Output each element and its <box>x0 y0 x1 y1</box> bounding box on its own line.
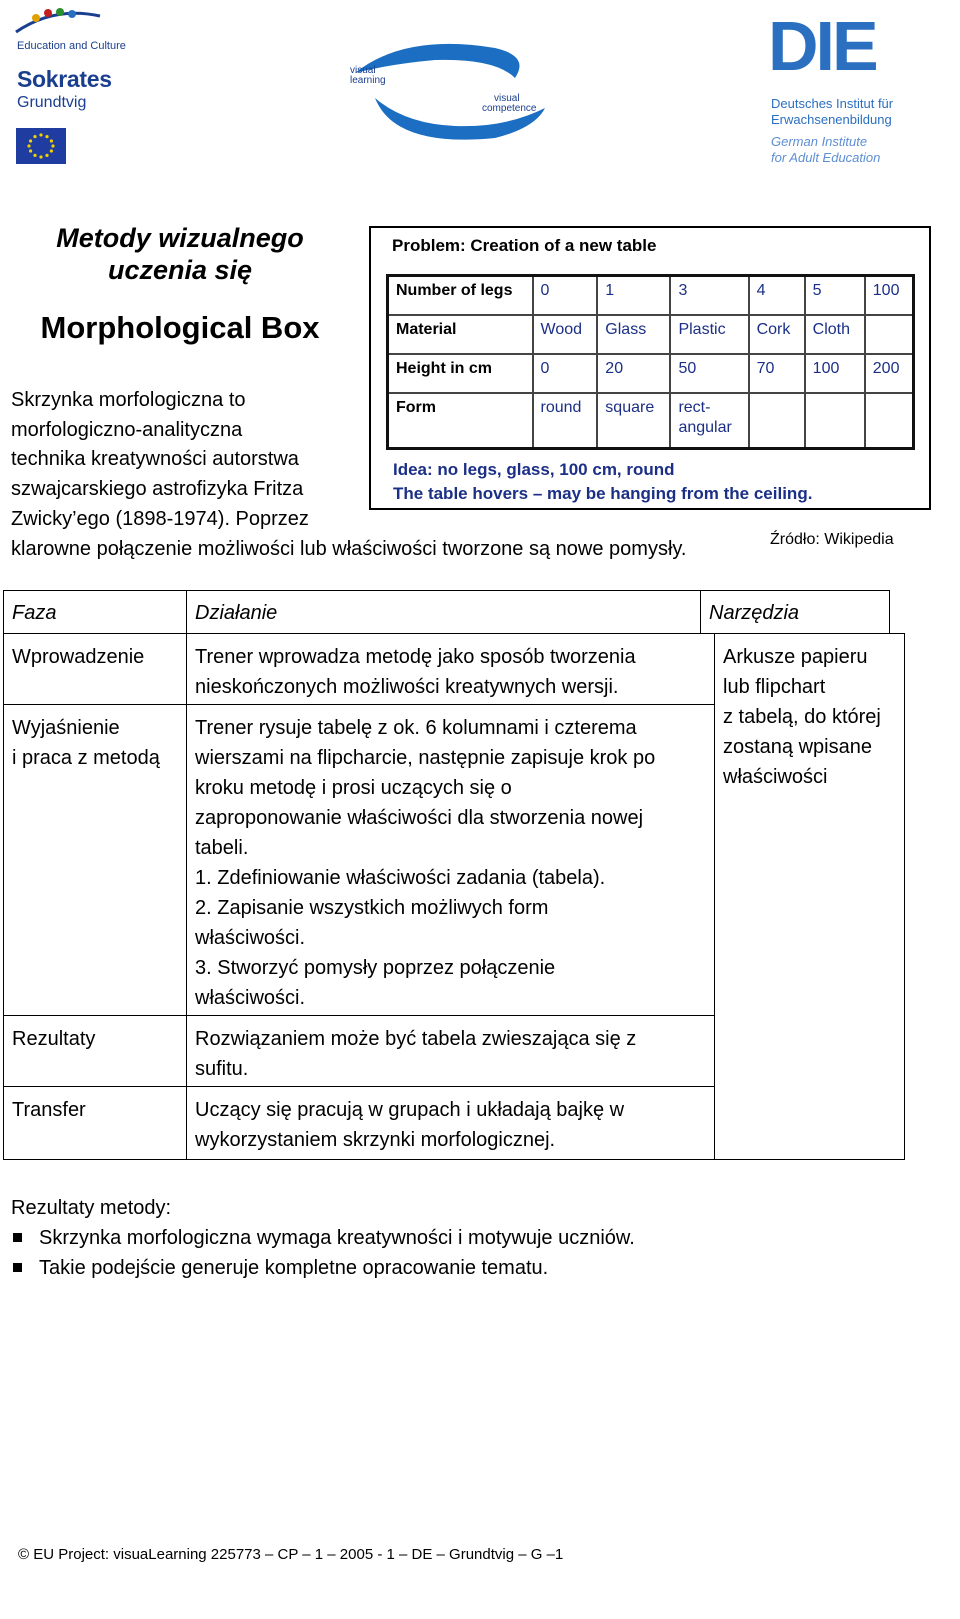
intro-line: Skrzynka morfologiczna to <box>11 389 246 411</box>
logo-program: Grundtvig <box>17 94 87 111</box>
logo-line: Deutsches Institut für <box>771 96 894 111</box>
table-cell: 50 <box>670 354 748 393</box>
intro-line: technika kreatywności autorstwa <box>11 448 299 471</box>
figure-title: Problem: Creation of a new table <box>392 236 657 255</box>
phase-label: i praca z metodą <box>12 747 160 769</box>
table-cell: Cork <box>749 315 805 354</box>
action-line: zaproponowanie właściwości dla stworzenia nowej <box>195 807 644 829</box>
action-line: 1. Zdefiniowanie właściwości zadania (tabela). <box>195 867 606 889</box>
tools-line: właściwości <box>723 766 828 788</box>
action-line: wierszami na flipcharcie, następnie zapisuje krok po <box>195 747 656 769</box>
row-label: Height in cm <box>388 354 533 393</box>
action-line: nieskończonych możliwości kreatywnych wersji. <box>195 676 619 698</box>
action-line: sufitu. <box>195 1058 249 1080</box>
table-cell: Cloth <box>805 315 865 354</box>
logo-line: learning <box>350 75 386 86</box>
tools-line: z tabelą, do której <box>723 706 881 728</box>
logo-line: competence <box>482 103 537 114</box>
header-tools: Narzędzia <box>700 590 890 634</box>
table-cell: square <box>597 393 670 449</box>
intro-line: Zwicky’ego (1898-1974). Poprzez <box>11 507 309 530</box>
subtitle-line: uczenia się <box>107 255 253 285</box>
action-line: 2. Zapisanie wszystkich możliwych form <box>195 897 549 919</box>
table-cell: 20 <box>597 354 670 393</box>
action-line: wykorzystaniem skrzynki morfologicznej. <box>195 1129 556 1151</box>
phase-cell <box>3 1015 187 1087</box>
tools-cell <box>714 633 905 1160</box>
action-cell <box>186 704 715 1016</box>
logo-text-visual-learning <box>350 66 386 86</box>
action-line: właściwości. <box>195 987 306 1009</box>
action-line: 3. Stworzyć pomysły poprzez połączenie <box>195 957 556 979</box>
list-item <box>11 1223 635 1253</box>
logo-line: visual <box>350 65 376 76</box>
page-title: Morphological Box <box>40 310 320 345</box>
table-cell <box>865 315 914 354</box>
logo-name: Sokrates <box>17 66 112 92</box>
list-item <box>11 1253 635 1283</box>
logo-text-visual-competence <box>482 94 536 114</box>
figure-idea: Idea: no legs, glass, 100 cm, round <box>393 460 675 479</box>
swoosh-icon <box>14 6 104 40</box>
phase-cell <box>3 1086 187 1160</box>
subtitle-line: Metody wizualnego <box>56 223 304 253</box>
table-cell: 3 <box>670 276 748 315</box>
tools-line: Arkusze papieru <box>723 646 868 668</box>
table-cell: 100 <box>805 354 865 393</box>
eu-flag-icon <box>16 128 66 164</box>
logo-line: German Institute <box>771 134 868 149</box>
logo-line: for Adult Education <box>771 150 881 165</box>
figure-result: The table hovers – may be hanging from the ceiling. <box>393 484 813 503</box>
table-cell: Plastic <box>670 315 748 354</box>
intro-paragraph <box>11 386 771 564</box>
action-line: Uczący się pracują w grupach i układają bajkę w <box>195 1099 625 1121</box>
list-item-text: Takie podejście generuje kompletne opracowanie tematu. <box>39 1257 549 1279</box>
action-cell <box>186 1086 715 1160</box>
phase-label: Wyjaśnienie <box>12 717 120 739</box>
table-cell <box>865 393 914 449</box>
table-cell: Glass <box>597 315 670 354</box>
visual-learning-emblem-icon <box>345 28 565 158</box>
visual-learning-logo <box>345 28 565 158</box>
bullet-icon <box>13 1233 22 1242</box>
table-cell: 5 <box>805 276 865 315</box>
row-label: Number of legs <box>388 276 533 315</box>
table-cell: 0 <box>533 276 598 315</box>
table-cell: 1 <box>597 276 670 315</box>
phase-cell <box>3 704 187 1016</box>
table-cell: 200 <box>865 354 914 393</box>
table-row <box>388 315 914 354</box>
cell-line: rect- <box>678 398 711 416</box>
page-footer: © EU Project: visuaLearning 225773 – CP – 1 – 2005 - 1 – DE – Grundtvig – G –1 <box>18 1546 564 1563</box>
table-cell: 0 <box>533 354 598 393</box>
cell-line: angular <box>678 418 732 436</box>
row-label: Form <box>388 393 533 449</box>
figure-source: Źródło: Wikipedia <box>770 531 894 548</box>
tools-line: lub flipchart <box>723 676 826 698</box>
table-cell: 100 <box>865 276 914 315</box>
intro-line: klarowne połączenie możliwości lub właściwości tworzone są nowe pomysły. <box>11 537 687 560</box>
action-cell <box>186 1015 715 1087</box>
action-line: Rozwiązaniem może być tabela zwieszająca się z <box>195 1028 637 1050</box>
header-action: Działanie <box>186 590 701 634</box>
logo-line: visual <box>494 93 520 104</box>
table-row <box>388 276 914 315</box>
list-item-text: Skrzynka morfologiczna wymaga kreatywności i motywuje uczniów. <box>39 1227 635 1249</box>
phase-cell <box>3 633 187 705</box>
intro-line: morfologiczno-analityczna <box>11 418 243 441</box>
phase-label: Rezultaty <box>12 1028 96 1050</box>
action-line: Trener rysuje tabelę z ok. 6 kolumnami i czterema <box>195 717 637 739</box>
table-cell: round <box>533 393 598 449</box>
logo-line: Erwachsenenbildung <box>771 112 892 127</box>
action-line: kroku metodę i prosi uczących się o <box>195 777 512 799</box>
results-title: Rezultaty metody: <box>11 1197 172 1219</box>
action-line: tabeli. <box>195 837 249 859</box>
phase-label: Transfer <box>12 1099 86 1121</box>
action-cell <box>186 633 715 705</box>
header-phase: Faza <box>3 590 187 634</box>
page-subtitle <box>30 222 330 286</box>
table-cell: 4 <box>749 276 805 315</box>
action-line: Trener wprowadza metodę jako sposób tworzenia <box>195 646 636 668</box>
bullet-icon <box>13 1263 22 1272</box>
logo-subtitle: Education and Culture <box>17 40 126 52</box>
die-logo <box>768 6 948 171</box>
table-cell: Wood <box>533 315 598 354</box>
row-label: Material <box>388 315 533 354</box>
table-cell: 70 <box>749 354 805 393</box>
sokrates-logo <box>14 6 134 166</box>
results-list <box>11 1223 635 1283</box>
action-line: właściwości. <box>195 927 306 949</box>
tools-line: zostaną wpisane <box>723 736 872 758</box>
phase-label: Wprowadzenie <box>12 646 145 668</box>
logo-acronym: DIE <box>768 7 876 85</box>
intro-line: szwajcarskiego astrofizyka Fritza <box>11 478 304 501</box>
table-cell <box>805 393 865 449</box>
phase-table <box>3 590 905 1160</box>
